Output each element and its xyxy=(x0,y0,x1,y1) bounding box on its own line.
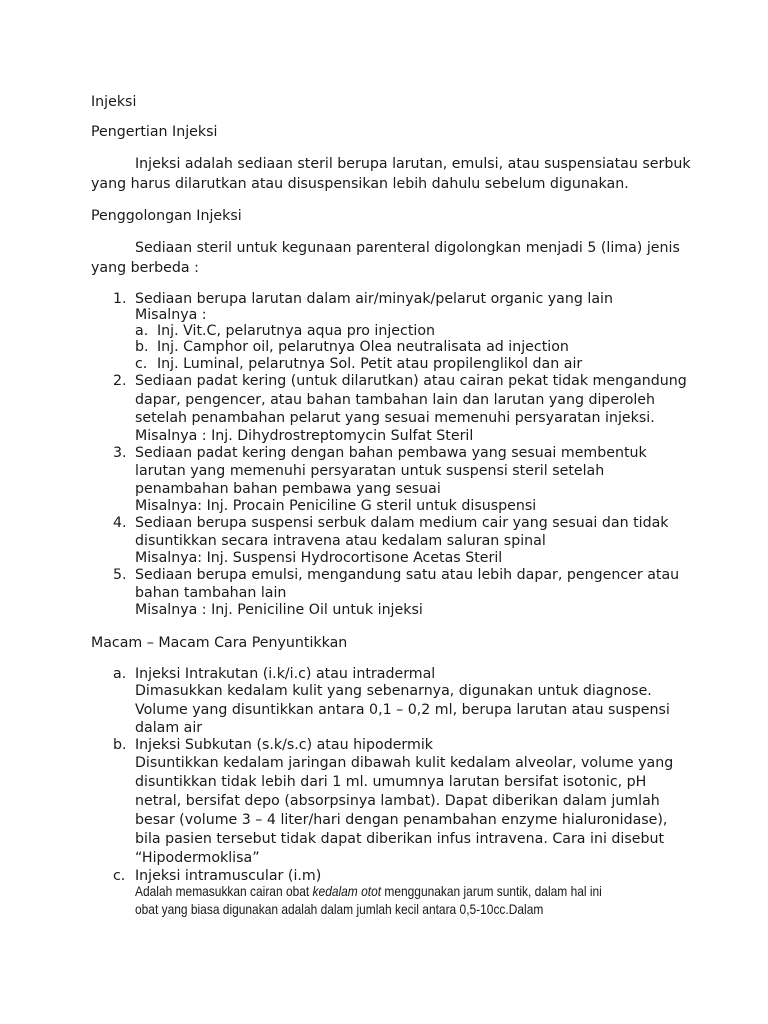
list-item-line: bahan tambahan lain xyxy=(135,585,287,601)
list-item-line: Misalnya : Inj. Dihydrostreptomycin Sulfat Steril xyxy=(135,428,474,444)
list-marker: c. xyxy=(113,868,126,884)
document-title: Injeksi xyxy=(91,94,137,110)
paragraph-line: Injeksi adalah sediaan steril berupa larutan, emulsi, atau suspensiatau serbuk xyxy=(135,156,691,172)
list-item-line: Sediaan berupa suspensi serbuk dalam medium cair yang sesuai dan tidak xyxy=(135,515,669,531)
list-item-line: disuntikkan secara intravena atau kedalam saluran spinal xyxy=(135,533,546,549)
list-item-line: Misalnya: Inj. Procain Peniciline G steril untuk disuspensi xyxy=(135,498,537,514)
paragraph-line: Sediaan steril untuk kegunaan parenteral digolongkan menjadi 5 (lima) jenis xyxy=(135,240,680,256)
list-marker: 1. xyxy=(113,291,127,307)
list-item-line: disuntikkan tidak lebih dari 1 ml. umumnya larutan bersifat isotonic, pH xyxy=(135,774,647,790)
list-marker: 2. xyxy=(113,373,127,389)
sub-list-marker: c. xyxy=(135,356,148,372)
list-item-line: Disuntikkan kedalam jaringan dibawah kulit kedalam alveolar, volume yang xyxy=(135,755,674,771)
list-item-line: Sediaan berupa emulsi, mengandung satu atau lebih dapar, pengencer atau xyxy=(135,567,680,583)
section-heading-penggolongan: Penggolongan Injeksi xyxy=(91,208,242,224)
list-item-line: larutan yang memenuhi persyaratan untuk suspensi steril setelah xyxy=(135,463,605,479)
list-item-line: Sediaan berupa larutan dalam air/minyak/pelarut organic yang lain xyxy=(135,291,613,307)
list-item-line: Misalnya: Inj. Suspensi Hydrocortisone Acetas Steril xyxy=(135,550,503,566)
line-text: menggunakan jarum suntik, dalam hal ini xyxy=(381,884,602,899)
list-item-line: Injeksi Intrakutan (i.k/i.c) atau intradermal xyxy=(135,666,436,682)
list-item-line: setelah penambahan pelarut yang sesuai memenuhi persyaratan injeksi. xyxy=(135,410,655,426)
section-heading-macam: Macam – Macam Cara Penyuntikkan xyxy=(91,635,348,651)
sub-list-line: Inj. Vit.C, pelarutnya aqua pro injection xyxy=(157,323,436,339)
list-item-line: dalam air xyxy=(135,720,203,736)
sub-list-line: Inj. Camphor oil, pelarutnya Olea neutralisata ad injection xyxy=(157,339,569,355)
list-item-line: Sediaan padat kering dengan bahan pembawa yang sesuai membentuk xyxy=(135,445,647,461)
paragraph-line: yang berbeda : xyxy=(91,260,199,276)
list-item-line: Volume yang disuntikkan antara 0,1 – 0,2 ml, berupa larutan atau suspensi xyxy=(135,702,670,718)
list-item-line: Misalnya : Inj. Peniciline Oil untuk injeksi xyxy=(135,602,423,618)
sub-list-line: Inj. Luminal, pelarutnya Sol. Petit atau propilenglikol dan air xyxy=(157,356,583,372)
list-item-line: Dimasukkan kedalam kulit yang sebenarnya, digunakan untuk diagnose. xyxy=(135,683,652,699)
list-item-line: penambahan bahan pembawa yang sesuai xyxy=(135,481,441,497)
list-item-line: Misalnya : xyxy=(135,307,207,323)
sub-list-marker: a. xyxy=(135,323,149,339)
list-item-line: Injeksi intramuscular (i.m) xyxy=(135,868,322,884)
section-heading-pengertian: Pengertian Injeksi xyxy=(91,124,218,140)
list-marker: a. xyxy=(113,666,127,682)
list-item-line: Sediaan padat kering (untuk dilarutkan) atau cairan pekat tidak mengandung xyxy=(135,373,687,389)
sub-list-marker: b. xyxy=(135,339,149,355)
list-item-line: netral, bersifat depo (absorpsinya lambat). Dapat diberikan dalam jumlah xyxy=(135,793,660,809)
list-item-line: Injeksi Subkutan (s.k/s.c) atau hipodermik xyxy=(135,737,433,753)
list-item-line: besar (volume 3 – 4 liter/hari dengan penambahan enzyme hialuronidase), xyxy=(135,812,668,828)
list-item-line: “Hipodermoklisa” xyxy=(135,850,260,866)
italic-phrase: kedalam otot xyxy=(312,884,382,899)
list-marker: 3. xyxy=(113,445,127,461)
list-item-line: bila pasien tersebut tidak dapat diberikan infus intravena. Cara ini disebut xyxy=(135,831,665,847)
line-text: Adalah memasukkan cairan obat xyxy=(135,884,313,899)
list-item-line: obat yang biasa digunakan adalah dalam jumlah kecil antara 0,5-10cc.Dalam xyxy=(135,902,544,917)
list-marker: b. xyxy=(113,737,127,753)
list-marker: 5. xyxy=(113,567,127,583)
list-item-line: dapar, pengencer, atau bahan tambahan lain dan larutan yang diperoleh xyxy=(135,392,656,408)
list-item-line xyxy=(135,885,602,899)
paragraph-line: yang harus dilarutkan atau disuspensikan lebih dahulu sebelum digunakan. xyxy=(91,176,629,192)
list-marker: 4. xyxy=(113,515,127,531)
